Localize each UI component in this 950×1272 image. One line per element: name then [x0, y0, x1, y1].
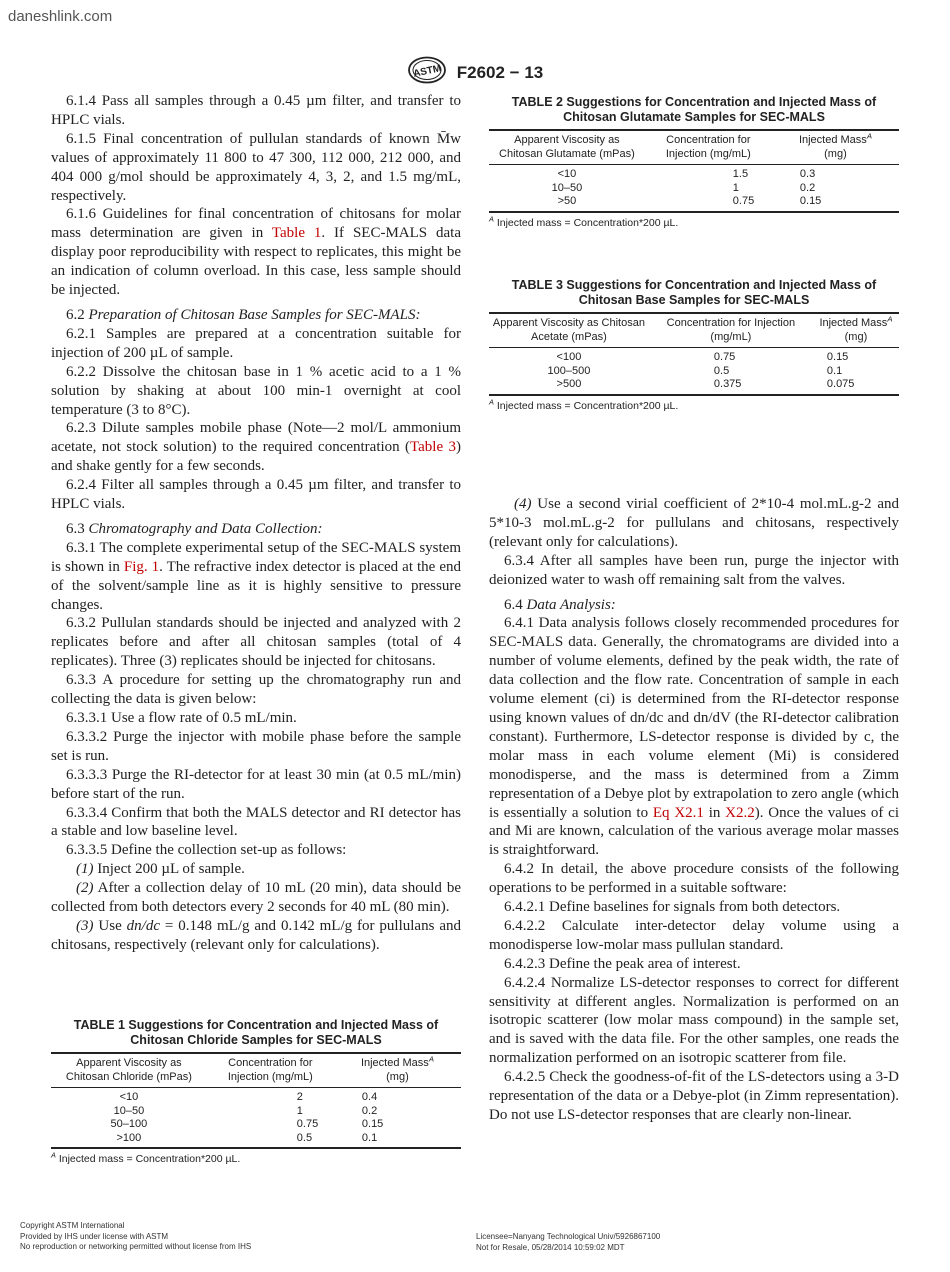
right-column: [489, 495, 899, 1125]
para-6-4-2-5: 6.4.2.5 Check the goodness-of-fit of the LS-detectors using a 3-D representation of the data or a Debye-plot (in Zimm representation). Do not use LS-detector responses that are clearly non-linear.: [489, 1069, 899, 1123]
svg-text:ASTM: ASTM: [412, 63, 443, 80]
para-6-4-2-1: 6.4.2.1 Define baselines for signals from both detectors.: [504, 899, 841, 916]
table-2-header-concentration: Concentration for Injection (mg/mL): [645, 130, 772, 165]
step-4: (4) Use a second virial coefficient of 2*10-4 mol.mL.g-2 and 5*10-3 mol.mL.g-2 for pullulans and chitosans, respectively (relevant only for calculations).: [489, 496, 899, 550]
heading-6-2: 6.2 Preparation of Chitosan Base Samples for SEC-MALS:: [66, 306, 421, 323]
para-6-4-2-2: 6.4.2.2 Calculate inter-detector delay volume using a monodisperse low-molar mass pullulan standard.: [489, 917, 899, 953]
para-6-1-4: 6.1.4 Pass all samples through a 0.45 µm filter, and transfer to HPLC vials.: [51, 93, 461, 128]
para-6-3-3-1: 6.3.3.1 Use a flow rate of 0.5 mL/min.: [66, 710, 297, 726]
para-6-2-2: 6.2.2 Dissolve the chitosan base in 1 % acetic acid to a 1 % solution by shaking at about 100 min-1 overnight at cool temperature (3 to 8°C).: [51, 363, 461, 418]
para-6-4-2-3: 6.4.2.3 Define the peak area of interest.: [504, 955, 741, 972]
para-6-4-2: 6.4.2 In detail, the above procedure consists of the following operations to be performed in a suitable software:: [489, 861, 899, 897]
table-1-link[interactable]: Table 1: [271, 225, 322, 242]
para-6-3-3-2: 6.3.3.2 Purge the injector with mobile phase before the sample set is run.: [51, 728, 461, 764]
table-2-header-viscosity: Apparent Viscosity as Chitosan Glutamate (mPas): [489, 130, 645, 165]
table-2-title: TABLE 2 Suggestions for Concentration and Injected Mass of Chitosan Glutamate Samples for SEC-MALS: [511, 95, 877, 124]
para-6-2-3: 6.2.3 Dilute samples mobile phase (Note—2 mol/L ammonium acetate, not stock solution) to the required concentration (Table 3) and shake gently for a few seconds.: [51, 420, 461, 475]
para-6-4-2-4: 6.4.2.4 Normalize LS-detector responses to correct for different sensitivity at different angles. Normalization is performed on an isotropic scatterer (low molar mass compound) in the sample set, and is saved with the data file. For the other samples, one reads the normalization performed on an isotropic scatterer from file.: [489, 974, 899, 1067]
para-6-3-3-3: 6.3.3.3 Purge the RI-detector for at least 30 min (at 0.5 mL/min) before start of the run.: [51, 766, 461, 802]
footer-license: Licensee=Nanyang Technological Univ/5926867100 Not for Resale, 05/28/2014 10:59:02 MDT: [476, 1232, 661, 1252]
table-row: >500 0.375 0.075: [489, 378, 899, 395]
table-1-footnote: $^A$ Injected mass = Concentration*200 µL.: [51, 1150, 241, 1165]
para-6-1-5: 6.1.5 Final concentration of pullulan standards of known M̄w values of approximately 11 800 to 47 300, 112 000, 212 000, and 404 000 g/mol should be approximately 4, 3, 2, and 1.5 mg/mL, respectively.: [51, 130, 461, 204]
standard-designation: F2602 − 13: [456, 62, 544, 82]
table-2-footnote: $^A$ Injected mass = Concentration*200 µL.: [489, 214, 679, 229]
step-1: (1) Inject 200 µL of sample.: [76, 861, 245, 878]
table-row: >50 0.75 0.15: [489, 195, 899, 212]
table-row: <10 2 0.4: [119, 1091, 378, 1103]
para-6-4-1: 6.4.1 Data analysis follows closely recommended procedures for SEC-MALS data. Generally, the chromatograms are divided into a number of volume elements, defined by the peak width, the rate of data collection and the flow rate. Concentration of sample in each volume element (ci) is determined from the RI-detector response using known values of dn/dc and dn/dV (the RI-detector calibration constant). Furthermore, LS-detector response is divided by c, the molar mass in each volume element (Mi) is considered monodisperse, and the mass is determined from a Zimm representation of a Debye plot by extrapolation to zero angle (which is essentially a solution to Eq X2.1 in X2.2). Once the values of ci and Mi are known, calculation of the various average molar masses is straightforward.: [489, 615, 900, 859]
para-6-3-3-5: 6.3.3.5 Define the collection set-up as follows:: [66, 842, 347, 859]
table-row: 10–50 1 0.2: [113, 1104, 378, 1117]
fig-1-link[interactable]: Fig. 1: [123, 558, 160, 575]
table-row: <100 0.75 0.15: [556, 351, 849, 363]
watermark: daneshlink.com: [8, 8, 113, 25]
table-row: 50–100 0.75 0.15: [110, 1118, 384, 1130]
para-6-1-6: 6.1.6 Guidelines for final concentration of chitosans for molar mass determination are given in Table 1. If SEC-MALS data display poor reproducibility with respect to replicates, this might be an indication of column overload. In this case, less sample should be injected.: [51, 206, 462, 299]
table-1-title: TABLE 1 Suggestions for Concentration and Injected Mass of Chitosan Chloride Samples for SEC-MALS: [73, 1018, 439, 1047]
table-row: 10–50 1 0.2: [551, 181, 816, 194]
table-3: [489, 278, 899, 412]
para-6-3-4: 6.3.4 After all samples have been run, purge the injector with deionized water to wash off remaining salt from the valves.: [489, 552, 899, 588]
table-1-header-viscosity: Apparent Viscosity as Chitosan Chloride (mPas): [51, 1053, 207, 1088]
left-column: [51, 92, 461, 955]
para-6-3-1: 6.3.1 The complete experimental setup of the SEC-MALS system is shown in Fig. 1. The refractive index detector is placed at the end of the solvent/sample line as it is highly sensitive to pressure changes.: [51, 539, 461, 613]
para-6-3-3-4: 6.3.3.4 Confirm that both the MALS detector and RI detector has a stable and low baseline level.: [51, 804, 461, 840]
table-1-header-concentration: Concentration for Injection (mg/mL): [207, 1053, 334, 1088]
para-6-2-4: 6.2.4 Filter all samples through a 0.45 µm filter, and transfer to HPLC vials.: [51, 477, 461, 513]
para-6-2-1: 6.2.1 Samples are prepared at a concentration suitable for injection of 200 µL of sample.: [51, 325, 461, 361]
astm-logo-icon: [407, 56, 447, 89]
table-2: [489, 95, 899, 229]
para-6-3-2: 6.3.2 Pullulan standards should be injected and analyzed with 2 replicates before and after all chitosan samples (total of 4 replicates). Three (3) replicates should be injected for chitosans.: [51, 615, 461, 670]
page-header: [0, 56, 950, 89]
table-3-footnote: $^A$ Injected mass = Concentration*200 µL.: [489, 397, 679, 412]
table-2-header-mass: Injected Mass$^A$ (mg): [772, 130, 899, 165]
footer-copyright: Copyright ASTM International Provided by IHS under license with ASTM No reproduction or networking permitted without license from IHS: [20, 1221, 252, 1251]
table-row: <10 1.5 0.3: [557, 168, 816, 180]
table-3-title: TABLE 3 Suggestions for Concentration and Injected Mass of Chitosan Base Samples for SEC-MALS: [511, 278, 877, 307]
table-3-header-concentration: Concentration for Injection (mg/mL): [649, 313, 813, 348]
table-row: 100–500 0.5 0.1: [547, 364, 843, 377]
x2-2-link[interactable]: X2.2: [725, 804, 755, 821]
step-2: (2) After a collection delay of 10 mL (20 min), data should be collected from both detectors every 2 seconds for 40 mL (80 min).: [51, 880, 461, 916]
heading-6-4: 6.4 Data Analysis:: [504, 596, 616, 613]
table-1-header-mass: Injected Mass$^A$ (mg): [334, 1053, 461, 1088]
heading-6-3: 6.3 Chromatography and Data Collection:: [66, 520, 323, 537]
table-3-header-viscosity: Apparent Viscosity as Chitosan Acetate (mPas): [489, 313, 649, 348]
table-3-link[interactable]: Table 3: [410, 439, 456, 456]
table-1: [51, 1018, 461, 1165]
table-3-header-mass: Injected Mass$^A$ (mg): [813, 313, 899, 348]
step-3: (3) Use dn/dc = 0.148 mL/g and 0.142 mL/g for pullulans and chitosans, respectively (relevant only for calculations).: [51, 917, 462, 953]
para-6-3-3: 6.3.3 A procedure for setting up the chromatography run and collecting the data is given below:: [51, 672, 461, 708]
eq-x2-1-link[interactable]: Eq X2.1: [652, 804, 704, 821]
table-row: >100 0.5 0.1: [51, 1132, 461, 1149]
